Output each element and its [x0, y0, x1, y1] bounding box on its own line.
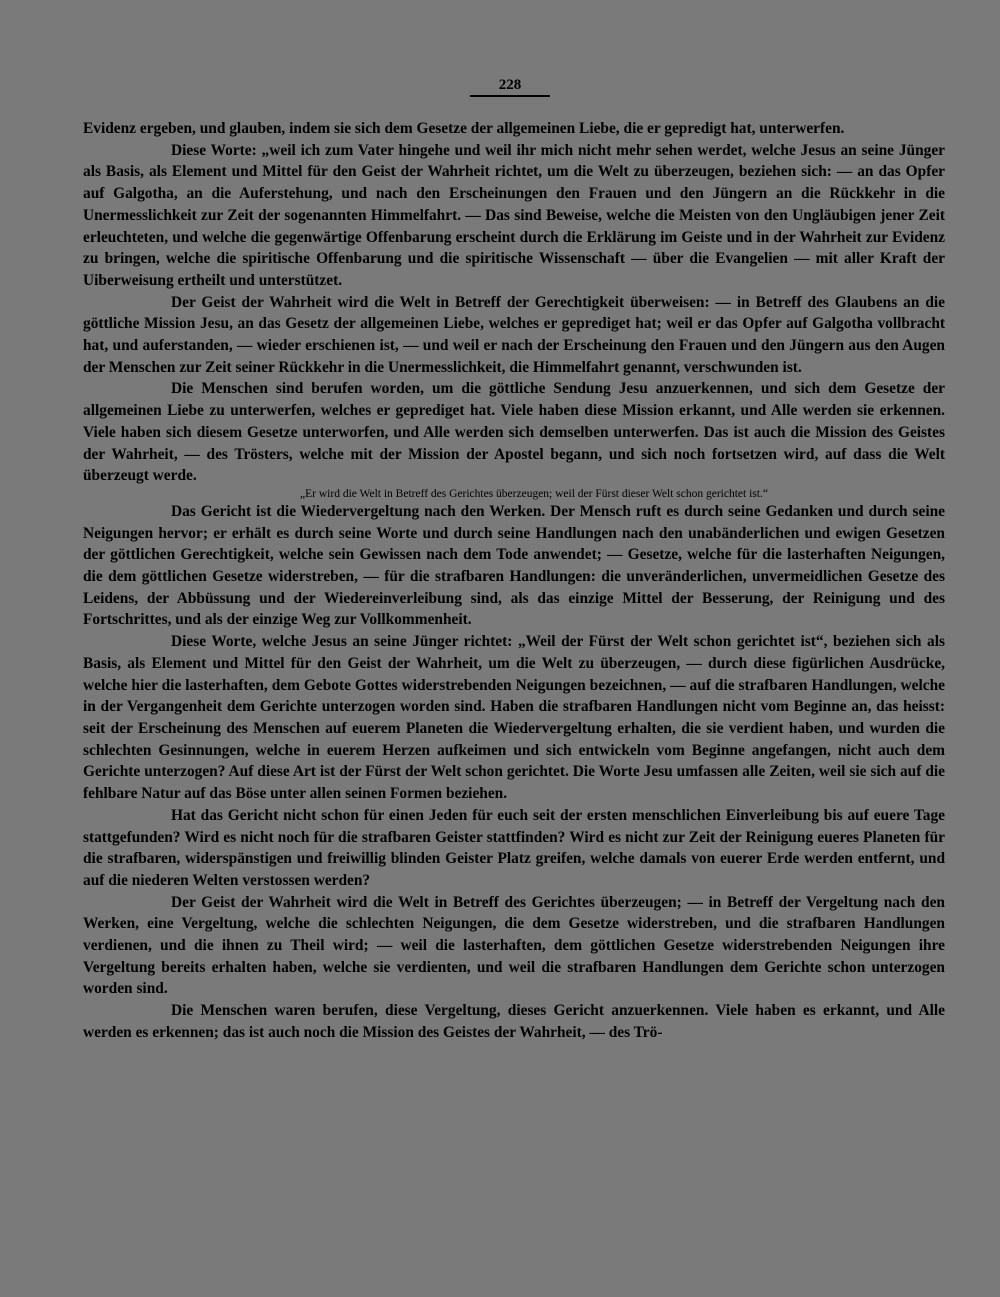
page-number: 228: [470, 76, 550, 97]
scripture-quote: „Er wird die Welt in Betreff des Gerichtes überzeugen; weil der Fürst dieser Welt schon gerichtet ist.“: [300, 487, 768, 500]
paragraph-7: Hat das Gericht nicht schon für einen Jeden für euch seit der ersten menschlichen Einverleibung bis auf euere Tage stattgefunden? Wird es nicht noch für die strafbaren Geister stattfinden? Wird es nicht zur Zeit der Reinigung eueres Planeten für die strafbaren, widerspänstigen und freiwillig blinden Geister Platz greifen, welche damals von euerer Erde werden entfernt, und auf die niederen Welten verstossen werden?: [83, 806, 945, 889]
paragraph-4: Die Menschen sind berufen worden, um die göttliche Sendung Jesu anzuerkennen, und sich dem Gesetze der allgemeinen Liebe zu unterwerfen, welches er geprediget hat. Viele haben diese Mission erkannt, und Alle werden sie erkennen. Viele haben sich diesem Gesetze unterworfen, und Alle werden sich demselben unterwerfen. Das ist auch die Mission des Geistes der Wahrheit, — des Trösters, welche mit der Mission der Apostel begann, und sich noch fortsetzen wird, auf dass die Welt überzeugt werde.: [83, 380, 945, 485]
paragraph-9: Die Menschen waren berufen, diese Vergeltung, dieses Gericht anzuerkennen. Viele haben es erkannt, und Alle werden es erkennen; das ist auch noch die Mission des Geistes der Wahrheit, — des Trö-: [83, 1002, 945, 1041]
paragraph-5: Das Gericht ist die Wiedervergeltung nach den Werken. Der Mensch ruft es durch seine Gedanken und durch seine Neigungen hervor; er erhält es durch seine Worte und durch seine Handlungen nach den unabänderlichen und ewigen Gesetzen der göttlichen Gerechtigkeit, welche sein Gewissen nach dem Tode anwendet; — Gesetze, welche für die lasterhaften Neigungen, die dem göttlichen Gesetze widerstreben, — für die strafbaren Handlungen: die unveränderlichen, unvermeidlichen Gesetze des Leidens, der Abbüssung und der Wiedereinverleibung sind, als das einzige Mittel der Besserung, der Reinigung und des Fortschrittes, und als der einzige Weg zur Vollkommenheit.: [83, 502, 945, 629]
paragraph-1: Evidenz ergeben, und glauben, indem sie sich dem Gesetze der allgemeinen Liebe, die er gepredigt hat, unterwerfen.: [83, 120, 845, 137]
paragraph-2: Diese Worte: „weil ich zum Vater hingehe und weil ihr mich nicht mehr sehen werdet, welche Jesus an seine Jünger als Basis, als Element und Mittel für den Geist der Wahrheit richtet, um die Welt zu überzeugen, beziehen sich: — an das Opfer auf Galgotha, an die Auferstehung, und nach den Erscheinungen den Frauen und den Jüngern an die Rückkehr in die Unermesslichkeit zur Zeit der sogenannten Himmelfahrt. — Das sind Beweise, welche die Meisten von den Ungläubigen jener Zeit erleuchteten, und welche die gegenwärtige Offenbarung erscheint durch die Erklärung im Geiste und in der Wahrheit zur Evidenz zu bringen, welche die spiritische Offenbarung und die spiritische Wissenschaft — über die Evangelien — mit aller Kraft der Uiberweisung ertheilt und unterstützet.: [83, 141, 945, 289]
body-text: [83, 118, 945, 1044]
paragraph-8: Der Geist der Wahrheit wird die Welt in Betreff des Gerichtes überzeugen; — in Betreff der Vergeltung nach den Werken, eine Vergeltung, welche die schlechten Neigungen, die dem Gesetze widerstreben, und die strafbaren Handlungen verdienen, und die ihnen zu Theil wird; — weil die lasterhaften, dem göttlichen Gesetze widerstrebenden Neigungen ihre Vergeltung bereits erhalten haben, welche sie verdienten, und weil die strafbaren Handlungen dem Gerichte schon unterzogen worden sind.: [83, 893, 945, 998]
paragraph-3: Der Geist der Wahrheit wird die Welt in Betreff der Gerechtigkeit überweisen: — in Betreff des Glaubens an die göttliche Mission Jesu, an das Gesetz der allgemeinen Liebe, welches er geprediget hat; weil er das Opfer auf Galgotha vollbracht hat, und auferstanden, — wieder erschienen ist, — und weil er nach der Erscheinung den Frauen und den Jüngern aus den Augen der Menschen zur Zeit seiner Rückkehr in die Unermesslichkeit, die Himmelfahrt genannt, verschwunden ist.: [83, 293, 945, 376]
paragraph-6: Diese Worte, welche Jesus an seine Jünger richtet: „Weil der Fürst der Welt schon gerichtet ist“, beziehen sich als Basis, als Element und Mittel für den Geist der Wahrheit, um die Welt zu überzeugen, — durch diese figürlichen Ausdrücke, welche hier die lasterhaften, dem Gebote Gottes widerstrebenden Neigungen bezeichnen, — auf die strafbaren Handlungen, welche in der Vergangenheit dem Gerichte unterzogen worden sind. Haben die strafbaren Handlungen nicht vom Beginne an, das heisst: seit der Erscheinung des Menschen auf euerem Planeten die Wiedervergeltung erhalten, die sie verdient haben, und wurden die schlechten Gesinnungen, welche in euerem Herzen aufkeimen und sich entwickeln vom Beginne angefangen, nicht auch dem Gerichte unterzogen? Auf diese Art ist der Fürst der Welt schon gerichtet. Die Worte Jesu umfassen alle Zeiten, weil sie sich auf die fehlbare Natur auf das Böse unter allen seinen Formen beziehen.: [83, 633, 945, 803]
